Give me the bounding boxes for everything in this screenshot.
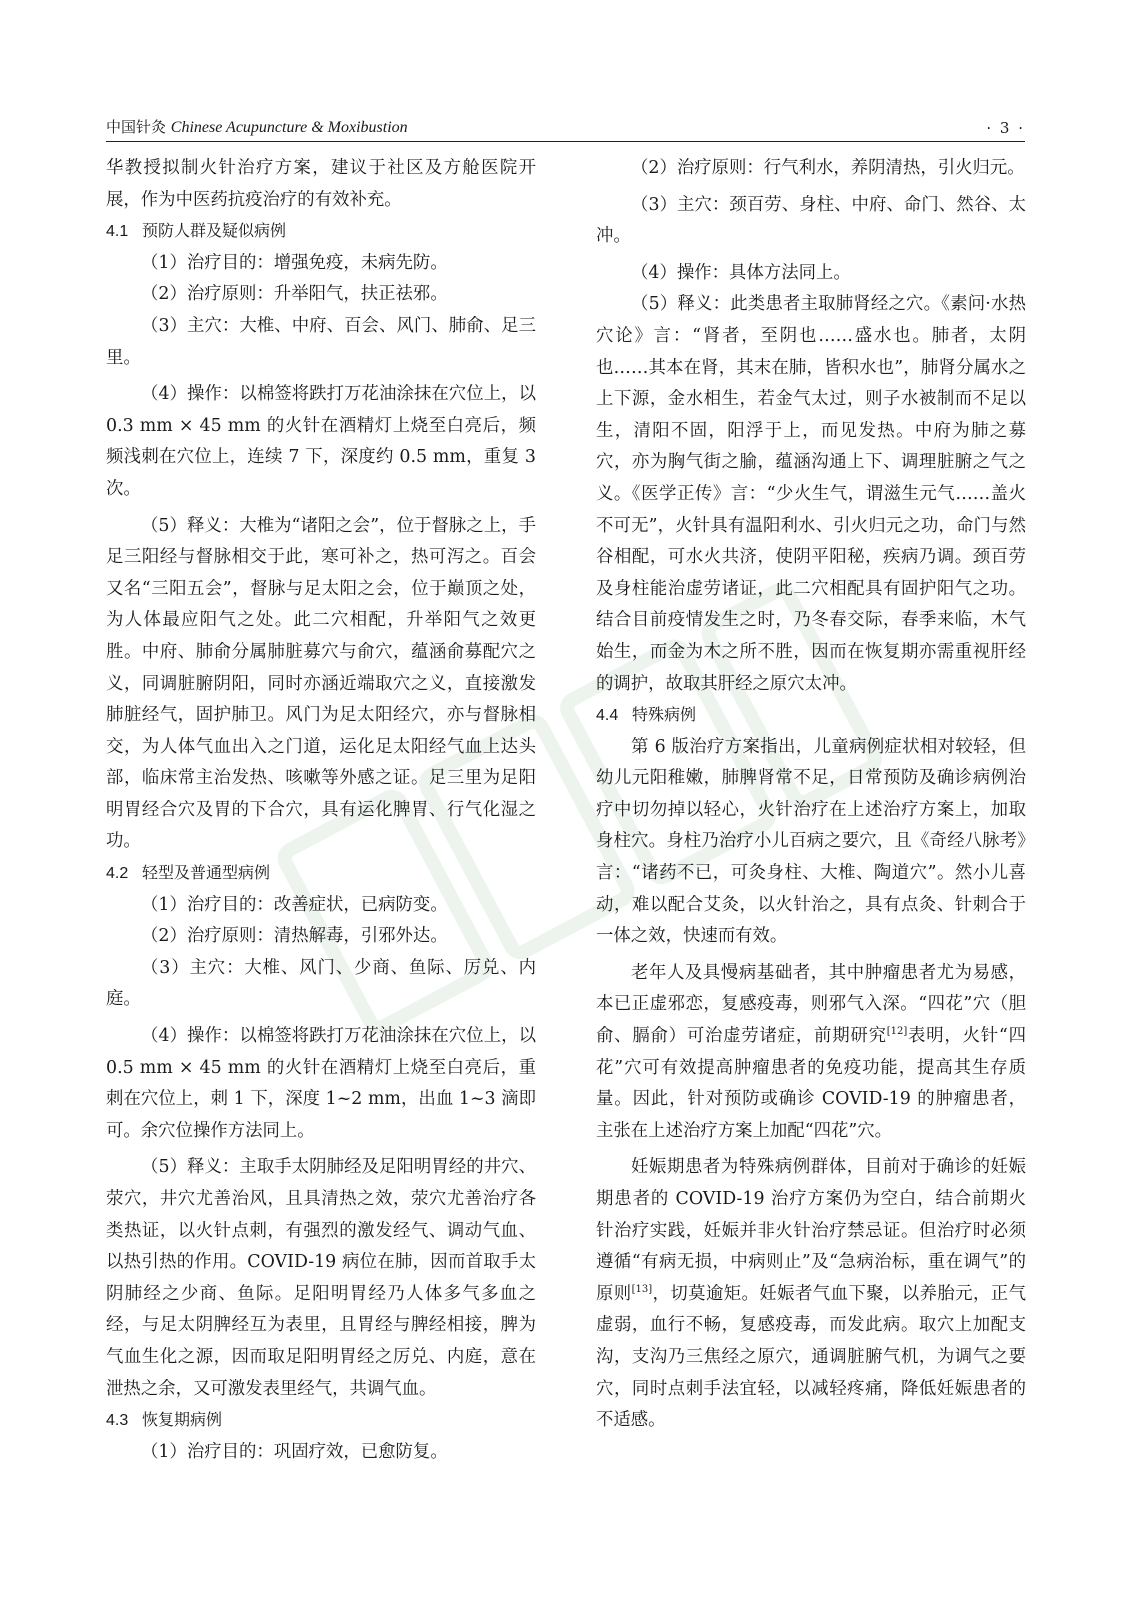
page-number: · 3 · — [986, 119, 1025, 137]
section-heading-4-4 — [596, 700, 1026, 732]
section-title: 恢复期病例 — [142, 1412, 223, 1430]
section-number: 4.4 — [596, 707, 619, 725]
paragraph: （2）治疗原则：清热解毒，引邪外达。 — [141, 926, 448, 947]
running-header — [106, 117, 1025, 142]
paragraph — [596, 958, 1026, 1148]
section-heading-4-2 — [106, 858, 536, 890]
section-title: 特殊病例 — [632, 707, 697, 725]
left-column — [106, 153, 536, 1468]
paragraph: （3）主穴：大椎、中府、百会、风门、肺俞、足三里。 — [106, 315, 536, 368]
section-number: 4.3 — [106, 1412, 129, 1430]
paragraph-text: 妊娠期患者为特殊病例群体，目前对于确诊的妊娠期患者的 COVID-19 治疗方案仍为空白，结合前期火针治疗实践，妊娠并非火针治疗禁忌证。但治疗时必须遵循“有病无损，中病则止”及“急病治标，重在调气”的原则 — [596, 1157, 1026, 1304]
paragraph: （4）操作：以棉签将跌打万花油涂抹在穴位上，以 0.3 mm × 45 mm 的火针在酒精灯上烧至白亮后，频频浅刺在穴位上，连续 7 下，深度约 0.5 mm，重复 3 次。 — [106, 384, 536, 499]
paragraph: （2）治疗原则：升举阳气，扶正祛邪。 — [141, 284, 448, 305]
paragraph: （3）主穴：颈百劳、身柱、中府、命门、然谷、太冲。 — [596, 194, 1026, 247]
section-title: 轻型及普通型病例 — [142, 865, 271, 883]
right-column — [596, 153, 1026, 1437]
paragraph-text: ，切莫逾矩。妊娠者气血下聚，以养胎元，正气虚弱，血行不畅，复感疫毒，而发此病。取穴上加配支沟，支沟乃三焦经之原穴，通调脏腑气机，为调气之要穴，同时点刺手法宜轻，以减轻疼痛，降低妊娠患者的不适感。 — [596, 1283, 1026, 1431]
paragraph: （1）治疗目的：巩固疗效，已愈防复。 — [141, 1441, 448, 1462]
paragraph: （5）释义：此类患者主取肺肾经之穴。《素问·水热穴论》言：“肾者，至阴也……盛水也。肺者，太阴也……其本在肾，其末在肺，皆积水也”，肺肾分属水之上下源，金水相生，若金气太过，则子水被制而不足以生，清阳不固，阳浮于上，而见发热。中府为肺之募穴，亦为胸气街之腧，蕴涵沟通上下、调理脏腑之气之义。《医学正传》言：“少火生气，谓滋生元气……盖火不可无”，火针具有温阳利水、引火归元之功，命门与然谷相配，可水火共济，使阴平阳秘，疾病乃调。颈百劳及身柱能治虚劳诸证，此二穴相配具有固护阳气之功。结合目前疫情发生之时，乃冬春交际，春季来临，木气始生，而金为木之所不胜，因而在恢复期亦需重视肝经的调护，故取其肝经之原穴太冲。 — [596, 294, 1026, 694]
section-title: 预防人群及疑似病例 — [142, 223, 287, 241]
journal-title-en: Chinese Acupuncture & Moxibustion — [170, 119, 408, 136]
paragraph-text: 表明，火针“四花”穴可有效提高肿瘤患者的免疫功能，提高其生存质量。因此，针对预防或确诊 COVID-19 的肿瘤患者，主张在上述治疗方案上加配“四花”穴。 — [596, 1026, 1026, 1141]
paragraph — [596, 1152, 1026, 1436]
paragraph: （1）治疗目的：改善症状，已病防变。 — [141, 894, 448, 915]
journal-title — [106, 116, 408, 137]
citation-ref[interactable]: [13] — [631, 1283, 653, 1295]
intro-paragraph: 华教授拟制火针治疗方案，建议于社区及方舱医院开展，作为中医药抗疫治疗的有效补充。 — [106, 158, 536, 210]
citation-ref[interactable]: [12] — [886, 1026, 908, 1038]
paragraph: （1）治疗目的：增强免疫，未病先防。 — [141, 252, 448, 273]
paragraph: （2）治疗原则：行气利水，养阴清热，引火归元。 — [631, 158, 1025, 178]
paragraph: （5）释义：大椎为“诸阳之会”，位于督脉之上，手足三阳经与督脉相交于此，寒可补之，热可泻之。百会又名“三阳五会”，督脉与足太阳之会，位于巅顶之处，为人体最应阳气之处。此二穴相配，升举阳气之效更胜。中府、肺俞分属肺脏募穴与俞穴，蕴涵俞募配穴之义，同调脏腑阴阳，同时亦涵近端取穴之义，直接激发肺脏经气，固护肺卫。风门为足太阳经穴，亦与督脉相交，为人体气血出入之门道，运化足太阳经气血上达头部，临床常主治发热、咳嗽等外感之证。足三里为足阳明胃经合穴及胃的下合穴，具有运化脾胃、行气化湿之功。 — [106, 515, 536, 852]
paragraph: 第 6 版治疗方案指出，儿童病例症状相对较轻，但幼儿元阳稚嫩，肺脾肾常不足，日常预防及确诊病例治疗中切勿掉以轻心，火针治疗在上述治疗方案上，加取身柱穴。身柱乃治疗小儿百病之要穴，且《奇经八脉考》言：“诸药不已，可灸身柱、大椎、陶道穴”。然小儿喜动，难以配合艾灸，以火针治之，具有点灸、针刺合于一体之效，快速而有效。 — [596, 736, 1026, 947]
paragraph: （3）主穴：大椎、风门、少商、鱼际、厉兑、内庭。 — [106, 957, 536, 1010]
paragraph-text: 老年人及具慢病基础者，其中肿瘤患者尤为易感，本已正虚邪恋，复感疫毒，则邪气入深。“四花”穴（胆俞、膈俞）可治虚劳诸症，前期研究 — [596, 962, 1026, 1047]
paragraph: （5）释义：主取手太阴肺经及足阳明胃经的井穴、荥穴，井穴尤善治风，且具清热之效，荥穴尤善治疗各类热证，以火针点刺，有强烈的激发经气、调动气血、以热引热的作用。COVID-19 病位在肺，因而首取手太阴肺经之少商、鱼际。足阳明胃经乃人体多气多血之经，与足太阴脾经互为表里，且胃经与脾经相接，脾为气血生化之源，因而取足阳明胃经之厉兑、内庭，意在泄热之余，又可激发表里经气，共调气血。 — [106, 1157, 536, 1399]
journal-title-cn: 中国针灸 — [106, 118, 167, 136]
paragraph: （4）操作：具体方法同上。 — [631, 262, 851, 283]
paragraph: （4）操作：以棉签将跌打万花油涂抹在穴位上，以 0.5 mm × 45 mm 的火针在酒精灯上烧至白亮后，重刺在穴位上，刺 1 下，深度 1~2 mm，出血 1~3 滴即可。余穴位操作方法同上。 — [106, 1026, 536, 1141]
section-number: 4.1 — [106, 223, 129, 241]
section-number: 4.2 — [106, 865, 129, 883]
section-heading-4-3 — [106, 1405, 536, 1437]
section-heading-4-1 — [106, 216, 536, 248]
